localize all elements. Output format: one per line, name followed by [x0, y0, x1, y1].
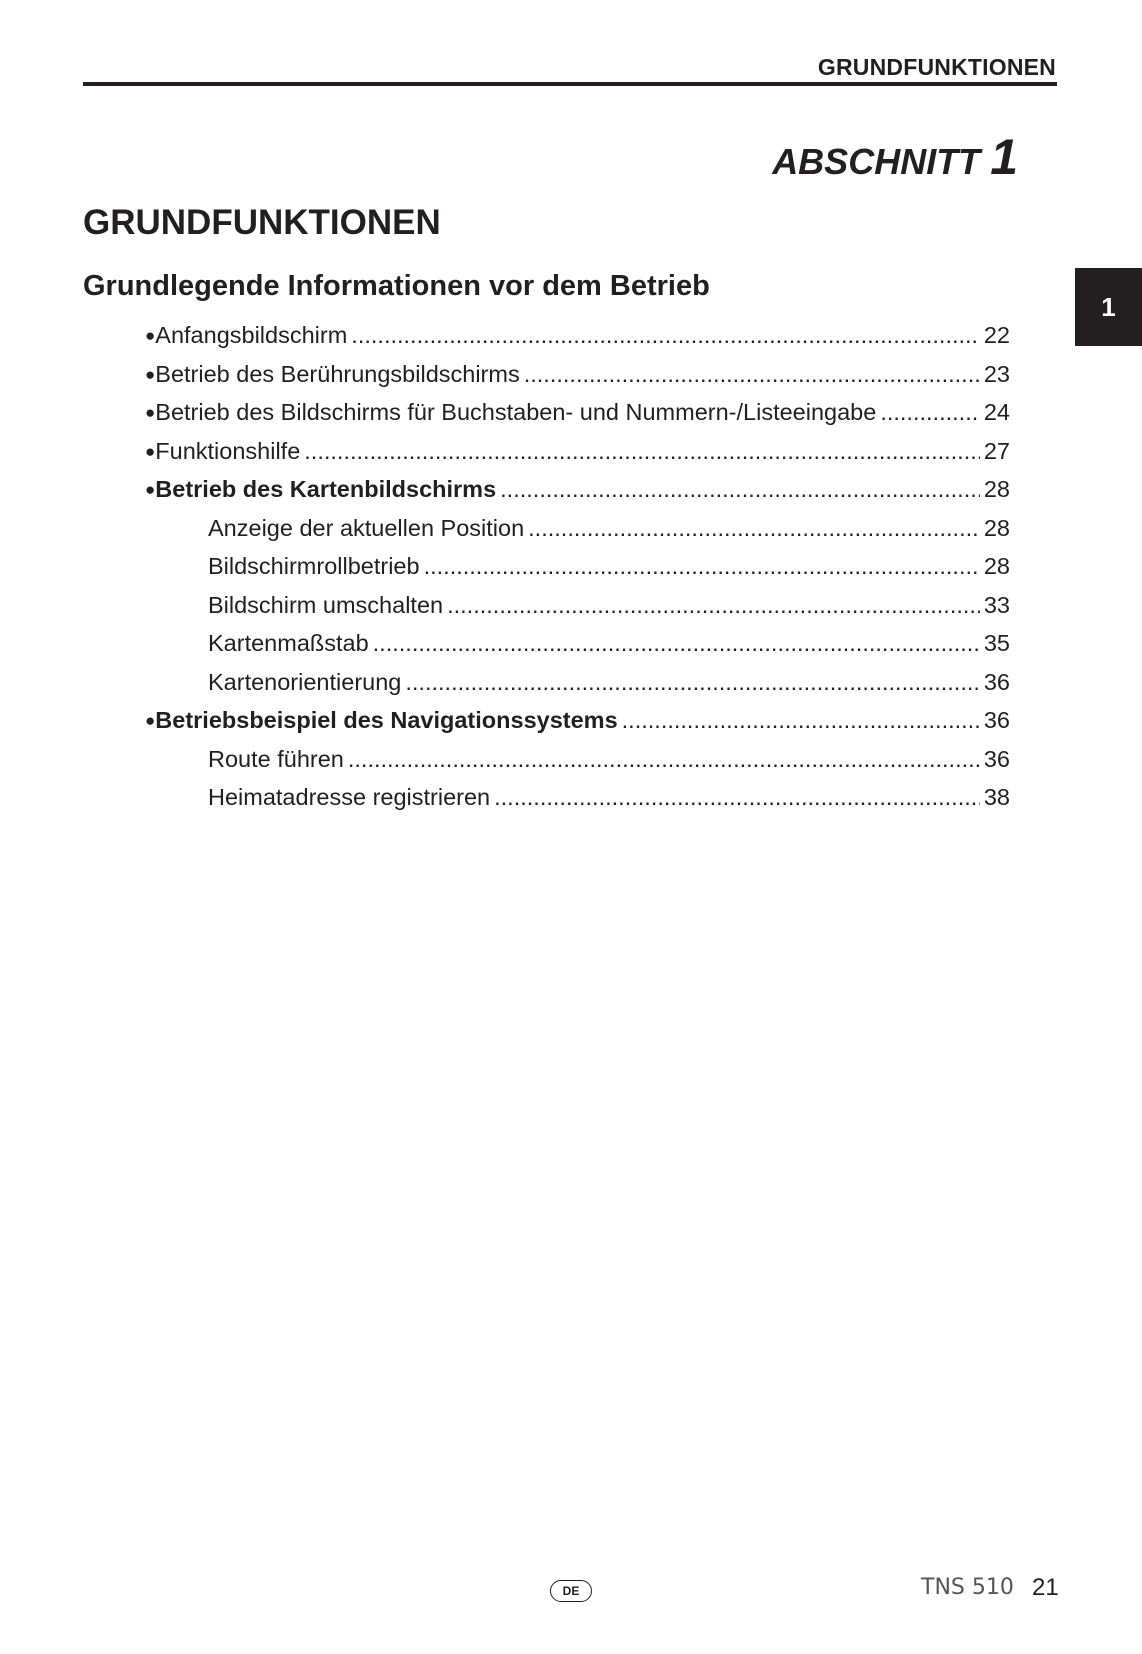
page-subtitle: Grundlegende Informationen vor dem Betrieb	[83, 270, 710, 302]
toc-entry	[145, 399, 1010, 438]
running-header-title: GRUNDFUNKTIONEN	[817, 54, 1056, 80]
toc-entry-page: 36	[983, 707, 1010, 733]
dot-leader	[373, 630, 980, 657]
toc-entry-title: Betrieb des Bildschirms für Buchstaben- und Nummern-/Listeeingabe	[155, 399, 877, 425]
toc-entry-title: Anfangsbildschirm	[155, 322, 348, 348]
dot-leader	[524, 361, 980, 388]
toc-entry-page: 27	[983, 437, 1010, 464]
toc-entry	[145, 515, 1010, 554]
toc-entry	[145, 322, 1010, 361]
dot-leader	[304, 438, 980, 465]
dot-leader	[622, 707, 980, 734]
model-name: TNS 510	[921, 1575, 1014, 1600]
toc-entry	[145, 361, 1010, 400]
toc-entry-title: Route führen	[208, 745, 344, 772]
bullet-icon: ●	[145, 480, 156, 499]
dot-leader	[351, 322, 980, 349]
dot-leader	[424, 553, 980, 580]
toc-entry-page: 23	[983, 360, 1010, 387]
toc-entry	[145, 746, 1010, 785]
bullet-icon: ●	[145, 326, 156, 345]
section-number: 1	[990, 129, 1018, 185]
toc-entry	[145, 784, 1010, 823]
dot-leader	[405, 669, 980, 696]
dot-leader	[880, 399, 980, 426]
dot-leader	[500, 476, 980, 503]
bullet-icon: ●	[145, 711, 156, 730]
toc-entry	[145, 630, 1010, 669]
page-title: GRUNDFUNKTIONEN	[83, 203, 441, 242]
toc-entry-title: Anzeige der aktuellen Position	[208, 514, 525, 541]
toc-entry-page: 28	[983, 553, 1010, 579]
bullet-icon: ●	[145, 364, 156, 384]
toc-entry	[145, 707, 1010, 746]
section-label: ABSCHNITT	[772, 141, 981, 182]
toc-entry-title: Kartenorientierung	[208, 668, 402, 695]
toc-entry-title: Funktionshilfe	[155, 437, 301, 464]
toc-entry	[145, 438, 1010, 477]
section-heading	[772, 128, 1018, 186]
toc-entry-title: Betrieb des Kartenbildschirms	[155, 476, 497, 502]
chapter-tab: 1	[1075, 268, 1142, 346]
dot-leader	[528, 515, 980, 542]
toc-entry-page: 36	[983, 745, 1010, 772]
toc-entry-page: 33	[983, 591, 1010, 618]
bullet-icon: ●	[145, 441, 156, 461]
toc-entry-title: Kartenmaßstab	[208, 630, 369, 656]
toc-entry	[145, 592, 1010, 631]
dot-leader	[494, 784, 980, 811]
toc-entry-title: Bildschirmrollbetrieb	[208, 553, 420, 579]
language-badge: DE	[550, 1580, 592, 1602]
table-of-contents	[145, 322, 1010, 823]
dot-leader	[447, 592, 980, 619]
toc-entry-page: 28	[983, 514, 1010, 541]
page-number: 21	[1032, 1574, 1059, 1601]
dot-leader	[348, 746, 980, 773]
toc-entry-page: 38	[983, 784, 1010, 810]
toc-entry-page: 35	[983, 630, 1010, 656]
toc-entry-title: Betriebsbeispiel des Navigationssystems	[155, 707, 618, 733]
toc-entry	[145, 553, 1010, 592]
toc-entry-title: Heimatadresse registrieren	[208, 784, 491, 810]
toc-entry	[145, 476, 1010, 515]
bullet-icon: ●	[145, 403, 156, 422]
toc-entry-title: Bildschirm umschalten	[208, 591, 444, 618]
header-rule	[83, 82, 1057, 86]
toc-entry-page: 24	[983, 399, 1010, 425]
toc-entry-title: Betrieb des Berührungsbildschirms	[155, 360, 520, 387]
toc-entry-page: 28	[983, 476, 1010, 502]
toc-entry	[145, 669, 1010, 708]
toc-entry-page: 36	[983, 668, 1010, 695]
toc-entry-page: 22	[983, 322, 1010, 348]
